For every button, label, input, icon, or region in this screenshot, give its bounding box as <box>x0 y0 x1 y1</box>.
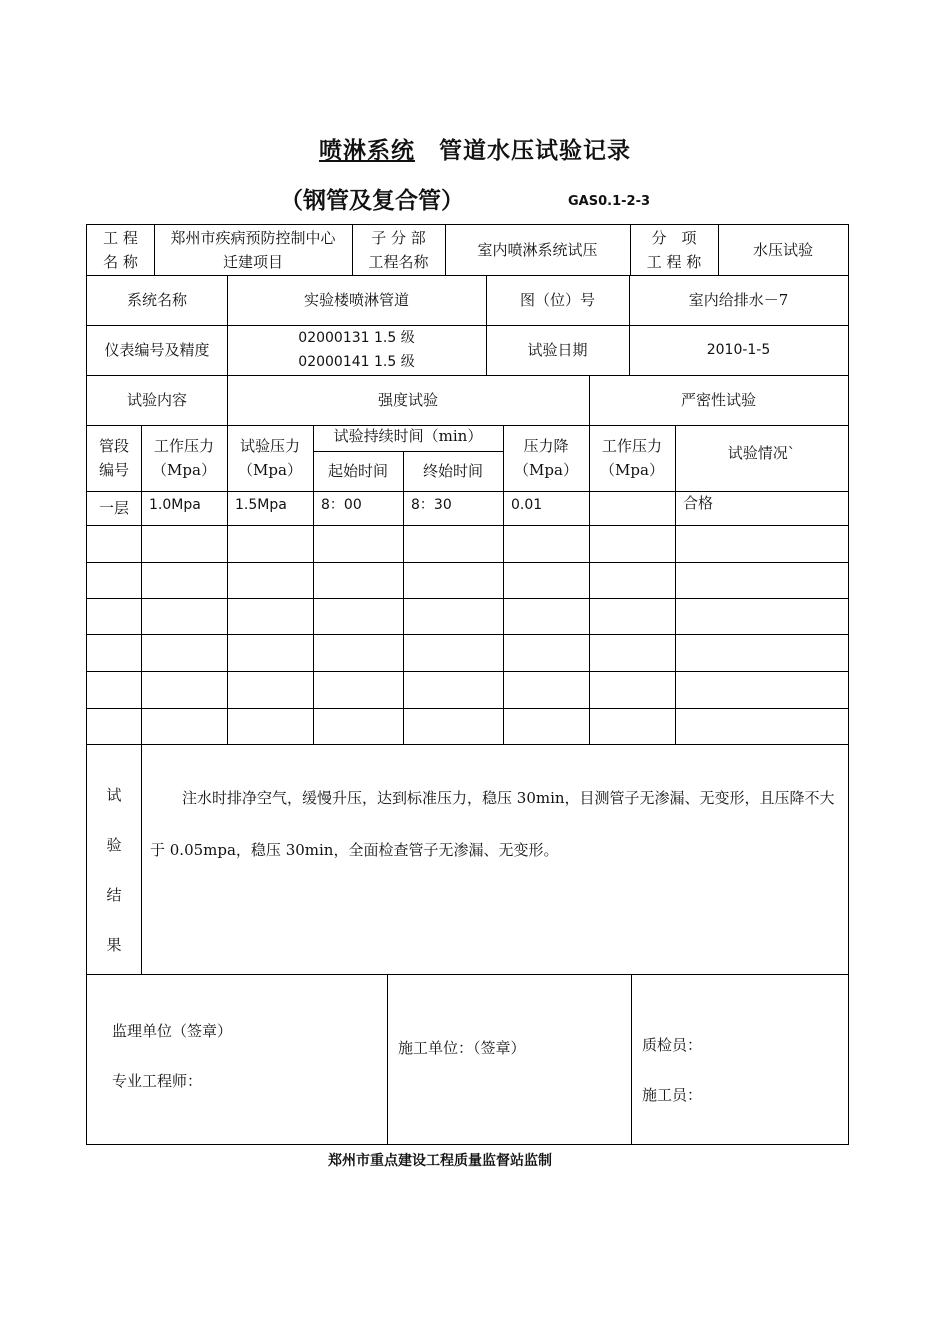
row-test-pressure: 1.5Mpa <box>235 497 287 513</box>
quality-inspector: 质检员： <box>642 1036 703 1054</box>
date-value: 2010-1-5 <box>706 342 771 358</box>
grid-line <box>86 974 849 975</box>
grid-line <box>86 562 849 563</box>
system-value: 实验楼喷淋管道 <box>303 291 409 309</box>
grid-line <box>86 671 849 672</box>
row-work-pressure: 1.0Mpa <box>149 497 201 513</box>
project-value: 郑州市疾病预防控制中心迁建项目 <box>170 229 336 271</box>
col-start-time: 起始时间 <box>327 462 388 480</box>
col-segment: 管段 编号 <box>98 437 129 479</box>
result-label-char: 结 <box>106 886 122 904</box>
grid-line <box>86 598 849 599</box>
form-code: GAS0.1-2-3 <box>568 194 651 209</box>
meter-label: 仪表编号及精度 <box>104 341 210 359</box>
content-label: 试验内容 <box>126 391 187 409</box>
footer-issuer: 郑州市重点建设工程质量监督站监制 <box>328 1153 552 1169</box>
grid-line <box>141 744 142 975</box>
col-end-time: 终始时间 <box>422 462 483 480</box>
grid-line <box>631 974 632 1145</box>
strength-label: 强度试验 <box>377 391 438 409</box>
col-pressure-drop: 压力降 （Mpa） <box>514 437 578 479</box>
meter-value-1: 02000131 1.5 级 <box>298 330 415 346</box>
project-label: 工 程 名 称 <box>103 229 138 271</box>
contractor-unit: 施工单位：（签章） <box>398 1039 526 1057</box>
document-subtitle: （钢管及复合管） <box>280 187 464 214</box>
document-title <box>0 132 950 165</box>
grid-line <box>86 634 849 635</box>
col-test-pressure: 试验压力 （Mpa） <box>238 437 302 479</box>
meter-values <box>227 325 486 375</box>
title-record: 管道水压试验记录 <box>439 137 631 164</box>
item-value: 水压试验 <box>752 241 813 259</box>
meter-value-2: 02000141 1.5 级 <box>298 354 415 370</box>
col-duration: 试验持续时间（min） <box>333 427 483 445</box>
col-work-pressure: 工作压力 （Mpa） <box>152 437 216 479</box>
row-pressure-drop: 0.01 <box>511 497 543 513</box>
supervisor-unit: 监理单位（签章） <box>112 1022 233 1040</box>
col-work-pressure-2: 工作压力 （Mpa） <box>600 437 664 479</box>
system-label: 系统名称 <box>126 291 187 309</box>
grid-line <box>387 974 388 1145</box>
date-label: 试验日期 <box>527 341 588 359</box>
row-situation: 合格 <box>683 494 714 512</box>
drawing-label: 图（位）号 <box>519 291 595 309</box>
result-label-char: 试 <box>106 786 122 804</box>
tightness-label: 严密性试验 <box>680 391 756 409</box>
grid-line <box>86 744 849 745</box>
drawing-value: 室内给排水－7 <box>688 291 789 309</box>
grid-line <box>848 224 849 1145</box>
grid-line <box>86 708 849 709</box>
col-situation: 试验情况` <box>727 444 796 462</box>
grid-line <box>86 525 849 526</box>
sub-project-label: 子 分 部 工程名称 <box>368 229 429 271</box>
row-work-pressure-2 <box>589 491 675 525</box>
result-label-char: 果 <box>106 936 122 954</box>
item-label: 分 项 工 程 称 <box>646 229 702 271</box>
title-system: 喷淋系统 <box>319 137 415 164</box>
grid-line <box>86 1144 849 1145</box>
sub-project-value: 室内喷淋系统试压 <box>477 241 598 259</box>
result-label-char: 验 <box>106 836 122 854</box>
specialist-engineer: 专业工程师： <box>112 1072 203 1090</box>
construction-worker: 施工员： <box>642 1086 703 1104</box>
result-label <box>88 770 140 970</box>
row-end-time: 8：30 <box>411 497 452 513</box>
row-segment: 一层 <box>98 499 129 517</box>
row-start-time: 8：00 <box>321 497 362 513</box>
result-text: 注水时排净空气，缓慢升压，达到标准压力，稳压 30min，目测管子无渗漏、无变形，且压降不大于 0.05mpa，稳压 30min，全面检查管子无渗漏、无变形。 <box>150 789 835 859</box>
